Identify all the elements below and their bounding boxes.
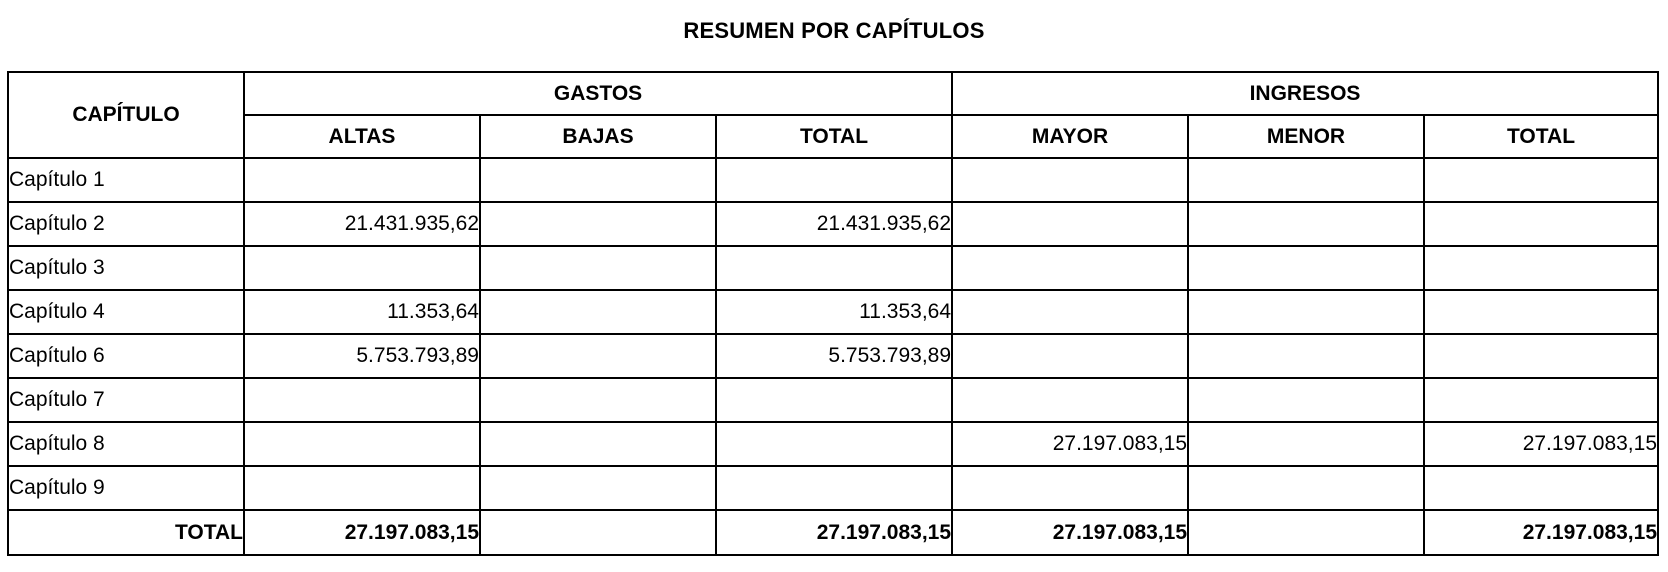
- header-row-columns: [8, 115, 1658, 158]
- cell-ingresos-total: [1424, 466, 1658, 510]
- header-gastos-total: TOTAL: [716, 115, 952, 158]
- cell-menor: [1188, 246, 1424, 290]
- cell-ingresos-total: [1424, 158, 1658, 202]
- row-label: Capítulo 7: [8, 378, 244, 422]
- header-altas: ALTAS: [244, 115, 480, 158]
- cell-ingresos-total: [1424, 378, 1658, 422]
- row-label: Capítulo 6: [8, 334, 244, 378]
- cell-gastos-total: [716, 422, 952, 466]
- cell-menor: [1188, 422, 1424, 466]
- cell-menor: [1188, 290, 1424, 334]
- header-menor: MENOR: [1188, 115, 1424, 158]
- cell-gastos-total: [716, 466, 952, 510]
- table-row: [8, 246, 1658, 290]
- cell-altas: 11.353,64: [244, 290, 480, 334]
- cell-mayor: [952, 290, 1188, 334]
- cell-mayor: [952, 246, 1188, 290]
- cell-mayor: [952, 158, 1188, 202]
- cell-altas: [244, 378, 480, 422]
- row-label: Capítulo 2: [8, 202, 244, 246]
- cell-ingresos-total: [1424, 290, 1658, 334]
- total-ingresos-total: 27.197.083,15: [1424, 510, 1658, 555]
- table-row: [8, 378, 1658, 422]
- cell-menor: [1188, 158, 1424, 202]
- table-row: [8, 466, 1658, 510]
- cell-mayor: [952, 202, 1188, 246]
- document-title: RESUMEN POR CAPÍTULOS: [683, 18, 985, 43]
- row-label: Capítulo 9: [8, 466, 244, 510]
- row-label: Capítulo 4: [8, 290, 244, 334]
- cell-gastos-total: 11.353,64: [716, 290, 952, 334]
- cell-altas: [244, 158, 480, 202]
- cell-bajas: [480, 202, 716, 246]
- cell-ingresos-total: 27.197.083,15: [1424, 422, 1658, 466]
- cell-ingresos-total: [1424, 202, 1658, 246]
- cell-mayor: 27.197.083,15: [952, 422, 1188, 466]
- table-body: [8, 158, 1658, 555]
- table-header: [8, 72, 1658, 158]
- cell-gastos-total: [716, 378, 952, 422]
- cell-mayor: [952, 466, 1188, 510]
- cell-gastos-total: 5.753.793,89: [716, 334, 952, 378]
- cell-altas: [244, 422, 480, 466]
- cell-bajas: [480, 422, 716, 466]
- cell-gastos-total: [716, 246, 952, 290]
- chapter-summary-table: [7, 71, 1659, 556]
- table-row: [8, 422, 1658, 466]
- cell-menor: [1188, 378, 1424, 422]
- cell-bajas: [480, 466, 716, 510]
- cell-ingresos-total: [1424, 246, 1658, 290]
- cell-altas: [244, 246, 480, 290]
- header-ingresos: INGRESOS: [952, 72, 1658, 115]
- cell-mayor: [952, 378, 1188, 422]
- cell-bajas: [480, 334, 716, 378]
- cell-menor: [1188, 334, 1424, 378]
- total-altas: 27.197.083,15: [244, 510, 480, 555]
- total-mayor: 27.197.083,15: [952, 510, 1188, 555]
- total-menor: [1188, 510, 1424, 555]
- header-ingresos-total: TOTAL: [1424, 115, 1658, 158]
- cell-altas: [244, 466, 480, 510]
- table-row: [8, 202, 1658, 246]
- table-row: [8, 334, 1658, 378]
- total-gastos-total: 27.197.083,15: [716, 510, 952, 555]
- cell-menor: [1188, 466, 1424, 510]
- row-label: Capítulo 8: [8, 422, 244, 466]
- total-label: TOTAL: [8, 510, 244, 555]
- header-row-groups: [8, 72, 1658, 115]
- cell-bajas: [480, 246, 716, 290]
- cell-menor: [1188, 202, 1424, 246]
- row-label: Capítulo 1: [8, 158, 244, 202]
- header-capitulo: CAPÍTULO: [8, 72, 244, 158]
- cell-bajas: [480, 378, 716, 422]
- cell-altas: 5.753.793,89: [244, 334, 480, 378]
- cell-bajas: [480, 158, 716, 202]
- cell-ingresos-total: [1424, 334, 1658, 378]
- header-gastos: GASTOS: [244, 72, 952, 115]
- row-label: Capítulo 3: [8, 246, 244, 290]
- cell-altas: 21.431.935,62: [244, 202, 480, 246]
- cell-mayor: [952, 334, 1188, 378]
- header-bajas: BAJAS: [480, 115, 716, 158]
- total-bajas: [480, 510, 716, 555]
- cell-gastos-total: 21.431.935,62: [716, 202, 952, 246]
- table-row: [8, 290, 1658, 334]
- total-row: [8, 510, 1658, 555]
- cell-gastos-total: [716, 158, 952, 202]
- table-row: [8, 158, 1658, 202]
- header-mayor: MAYOR: [952, 115, 1188, 158]
- cell-bajas: [480, 290, 716, 334]
